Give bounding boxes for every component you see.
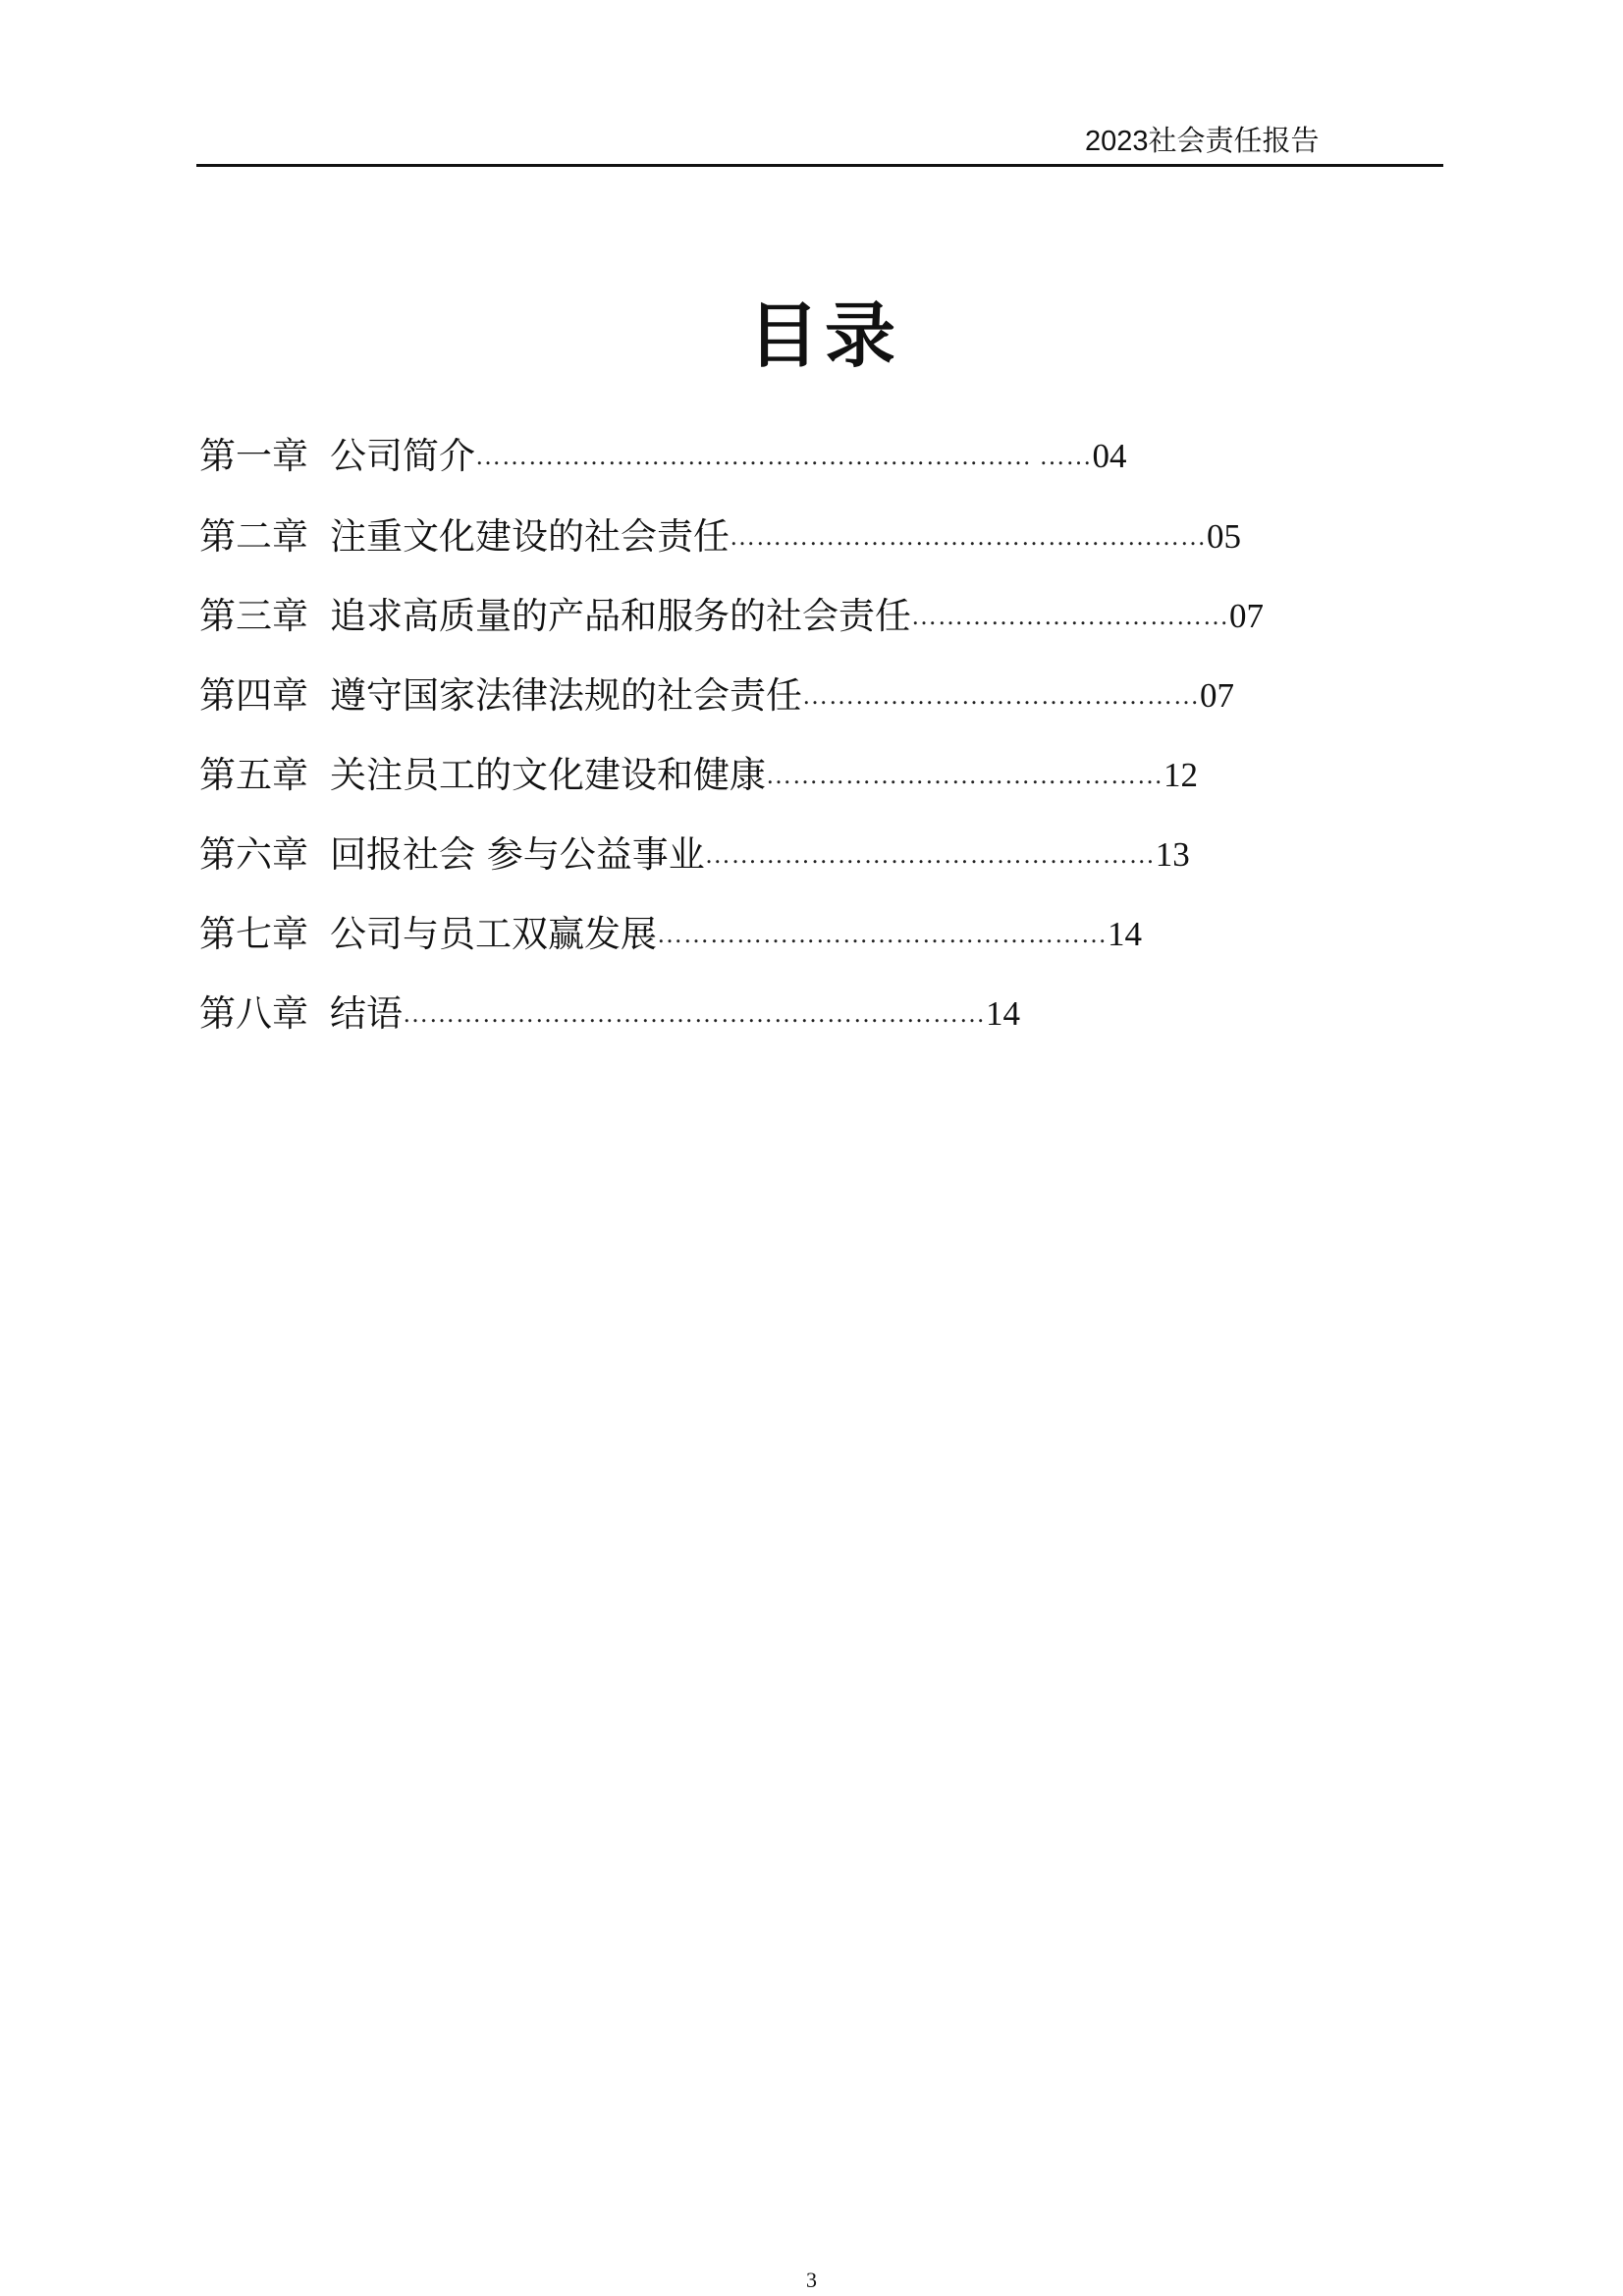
toc-chapter-number: 第七章 — [199, 913, 308, 955]
toc-page-number: 12 — [1163, 756, 1198, 794]
toc-title: 目录 — [747, 294, 901, 377]
toc-leader-dots: ……………………………………… — [766, 761, 1163, 789]
toc-entry-chapter-3[interactable] — [199, 589, 1264, 644]
toc-chapter-title: 注重文化建设的社会责任 — [330, 515, 730, 558]
toc-page-number: 07 — [1200, 676, 1234, 715]
toc-page-number: 04 — [1092, 437, 1127, 475]
toc-chapter-number: 第一章 — [199, 435, 308, 477]
toc-leader-dots: ………………………………………………………… — [403, 999, 986, 1028]
toc-chapter-number: 第六章 — [199, 833, 308, 876]
toc-chapter-number: 第四章 — [199, 674, 308, 717]
toc-page-number: 05 — [1207, 517, 1241, 556]
toc-chapter-title: 结语 — [330, 992, 403, 1035]
toc-chapter-number: 第三章 — [199, 595, 308, 637]
toc-leader-dots: ……………………………………… — [802, 681, 1200, 710]
toc-page-number: 07 — [1229, 597, 1264, 635]
toc-page-number: 14 — [1108, 915, 1142, 953]
toc-chapter-title: 公司与员工双赢发展 — [330, 913, 657, 955]
toc-leader-dots: ……………………………………………………… …… — [475, 442, 1093, 470]
toc-chapter-title: 追求高质量的产品和服务的社会责任 — [330, 595, 911, 637]
toc-entry-chapter-1[interactable] — [199, 429, 1127, 484]
toc-page-number: 14 — [986, 994, 1020, 1033]
toc-entry-chapter-5[interactable] — [199, 748, 1198, 803]
toc-entry-chapter-6[interactable] — [199, 828, 1190, 882]
toc-entry-chapter-4[interactable] — [199, 668, 1234, 723]
toc-chapter-title: 回报社会 参与公益事业 — [330, 833, 705, 876]
header-divider — [196, 164, 1443, 167]
toc-entry-chapter-8[interactable] — [199, 987, 1020, 1041]
page-number: 3 — [806, 2268, 817, 2292]
toc-chapter-title: 公司简介 — [330, 435, 475, 477]
toc-page-number: 13 — [1155, 835, 1190, 874]
toc-chapter-number: 第二章 — [199, 515, 308, 558]
toc-chapter-number: 第八章 — [199, 992, 308, 1035]
toc-entry-chapter-7[interactable] — [199, 907, 1142, 962]
toc-leader-dots: …………………………………………… — [657, 920, 1108, 948]
toc-chapter-number: 第五章 — [199, 754, 308, 796]
report-header-title: 2023社会责任报告 — [1085, 126, 1320, 157]
toc-leader-dots: …………………………………………… — [704, 840, 1156, 869]
toc-leader-dots: ……………………………………………… — [730, 522, 1207, 551]
toc-chapter-title: 遵守国家法律法规的社会责任 — [330, 674, 802, 717]
toc-leader-dots: ……………………………… — [911, 602, 1229, 630]
toc-chapter-title: 关注员工的文化建设和健康 — [330, 754, 766, 796]
toc-entry-chapter-2[interactable] — [199, 509, 1241, 564]
